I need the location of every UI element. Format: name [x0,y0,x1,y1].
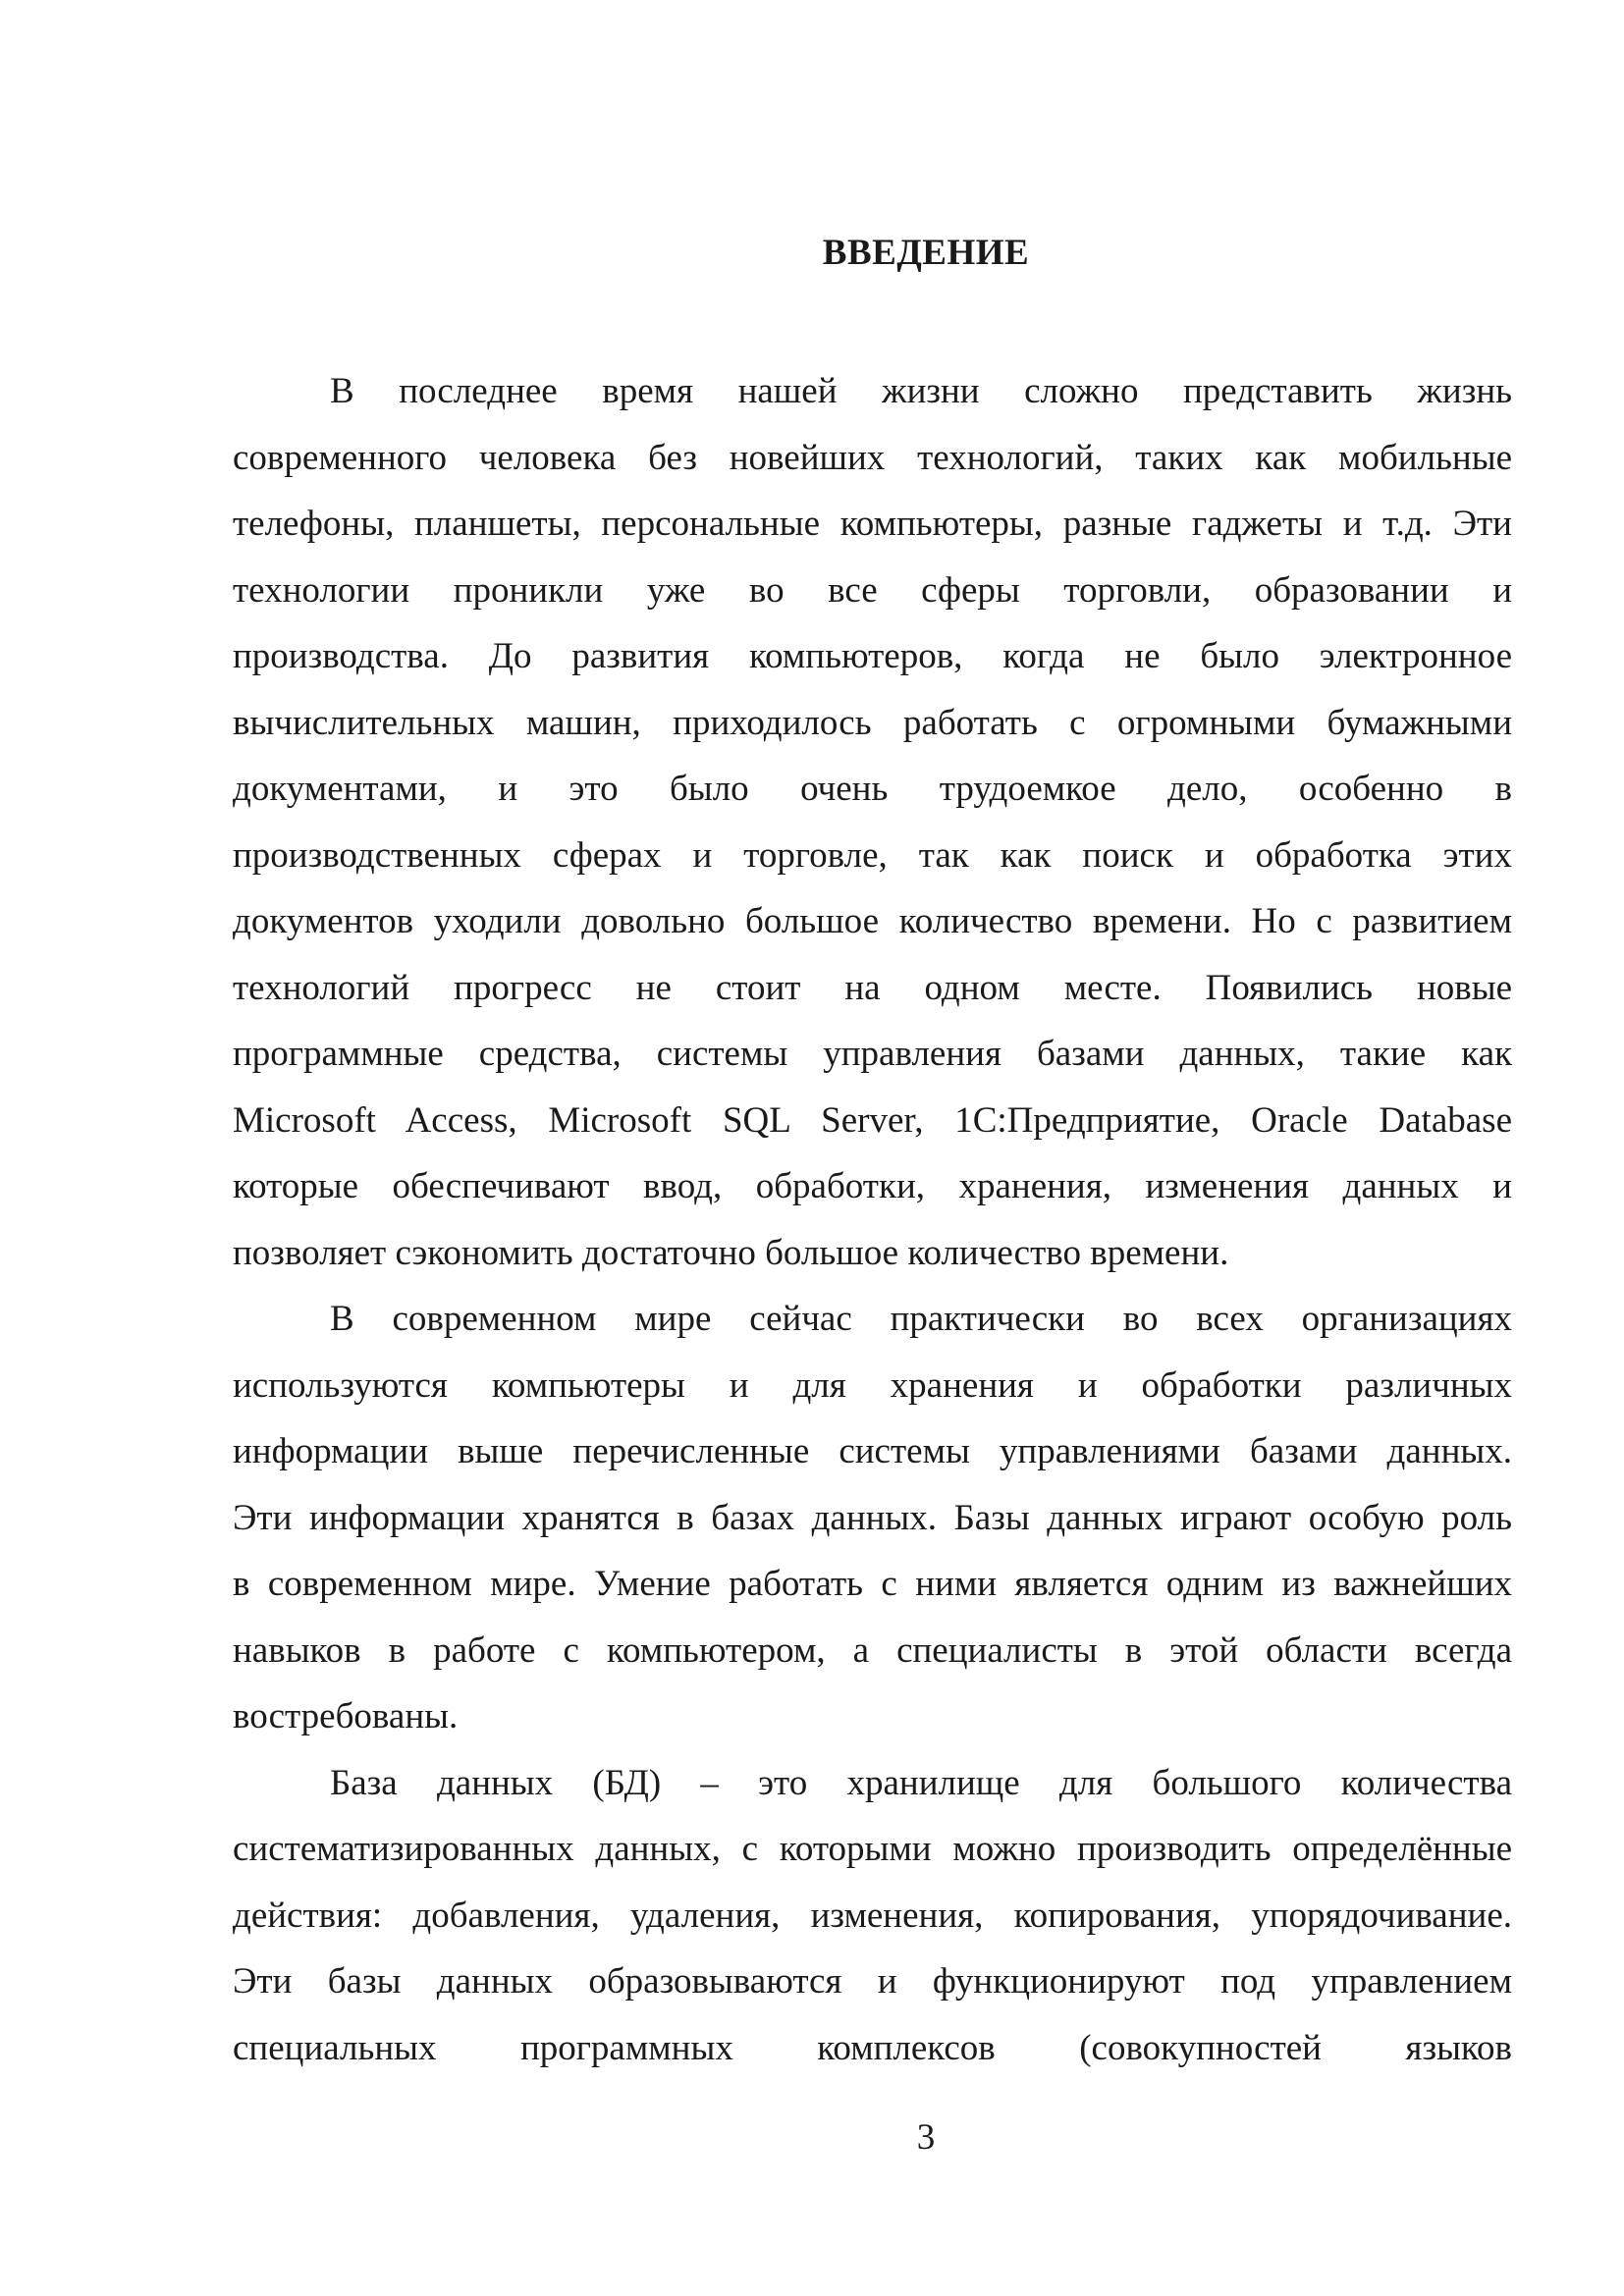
text-line: информации выше перечисленные системы управлениями базами данных. [233,1431,1512,1471]
text-line: документов уходили довольно большое количество времени. Но с развитием [233,901,1512,941]
text-line: документами, и это было очень трудоемкое дело, особенно в [233,769,1512,809]
text-line: востребованы. [233,1696,459,1736]
text-line: специальных программных комплексов (совокупностей языков [233,2027,1512,2068]
text-line: Microsoft Access, Microsoft SQL Server, 1С:Предприятие, Oracle Database [233,1099,1512,1141]
text-line: Эти информации хранятся в базах данных. Базы данных играют особую роль [233,1497,1512,1538]
text-line: которые обеспечивают ввод, обработки, хранения, изменения данных и [233,1166,1512,1206]
page-number: 3 [916,2117,936,2158]
text-line: позволяет сэкономить достаточно большое количество времени. [233,1232,1229,1273]
text-line: навыков в работе с компьютером, а специалисты в этой области всегда [233,1629,1512,1671]
text-line: в современном мире. Умение работать с ними является одним из важнейших [233,1564,1512,1604]
text-line: В последнее время нашей жизни сложно представить жизнь [330,371,1512,411]
text-line: Эти базы данных образовываются и функционируют под управлением [233,1961,1512,2002]
paragraph-modern-world [233,1286,1512,1750]
text-line: систематизированных данных, с которыми можно производить определённые [233,1829,1512,1869]
text-line: производственных сферах и торговле, так как поиск и обработка этих [233,834,1512,876]
text-line: программные средства, системы управления базами данных, такие как [233,1034,1512,1074]
text-line: производства. До развития компьютеров, когда не было электронное [233,636,1512,676]
page-heading: ВВЕДЕНИЕ [822,233,1030,273]
text-line: технологий прогресс не стоит на одном месте. Появились новые [233,967,1512,1008]
text-line: В современном мире сейчас практически во всех организациях [330,1299,1512,1339]
paragraph-database-definition [233,1750,1512,2082]
text-line: телефоны, планшеты, персональные компьютеры, разные гаджеты и т.д. Эти [233,504,1512,544]
text-line: современного человека без новейших технологий, таких как мобильные [233,437,1512,478]
text-line: технологии проникли уже во все сферы торговли, образовании и [233,569,1512,611]
text-line: используются компьютеры и для хранения и обработки различных [233,1364,1512,1406]
body-text [233,358,1512,2081]
text-line: действия: добавления, удаления, изменения, копирования, упорядочивание. [233,1895,1512,1936]
text-line: База данных (БД) – это хранилище для большого количества [330,1762,1512,1803]
paragraph-intro [233,358,1512,1286]
text-line: вычислительных машин, приходилось работать с огромными бумажными [233,702,1512,743]
